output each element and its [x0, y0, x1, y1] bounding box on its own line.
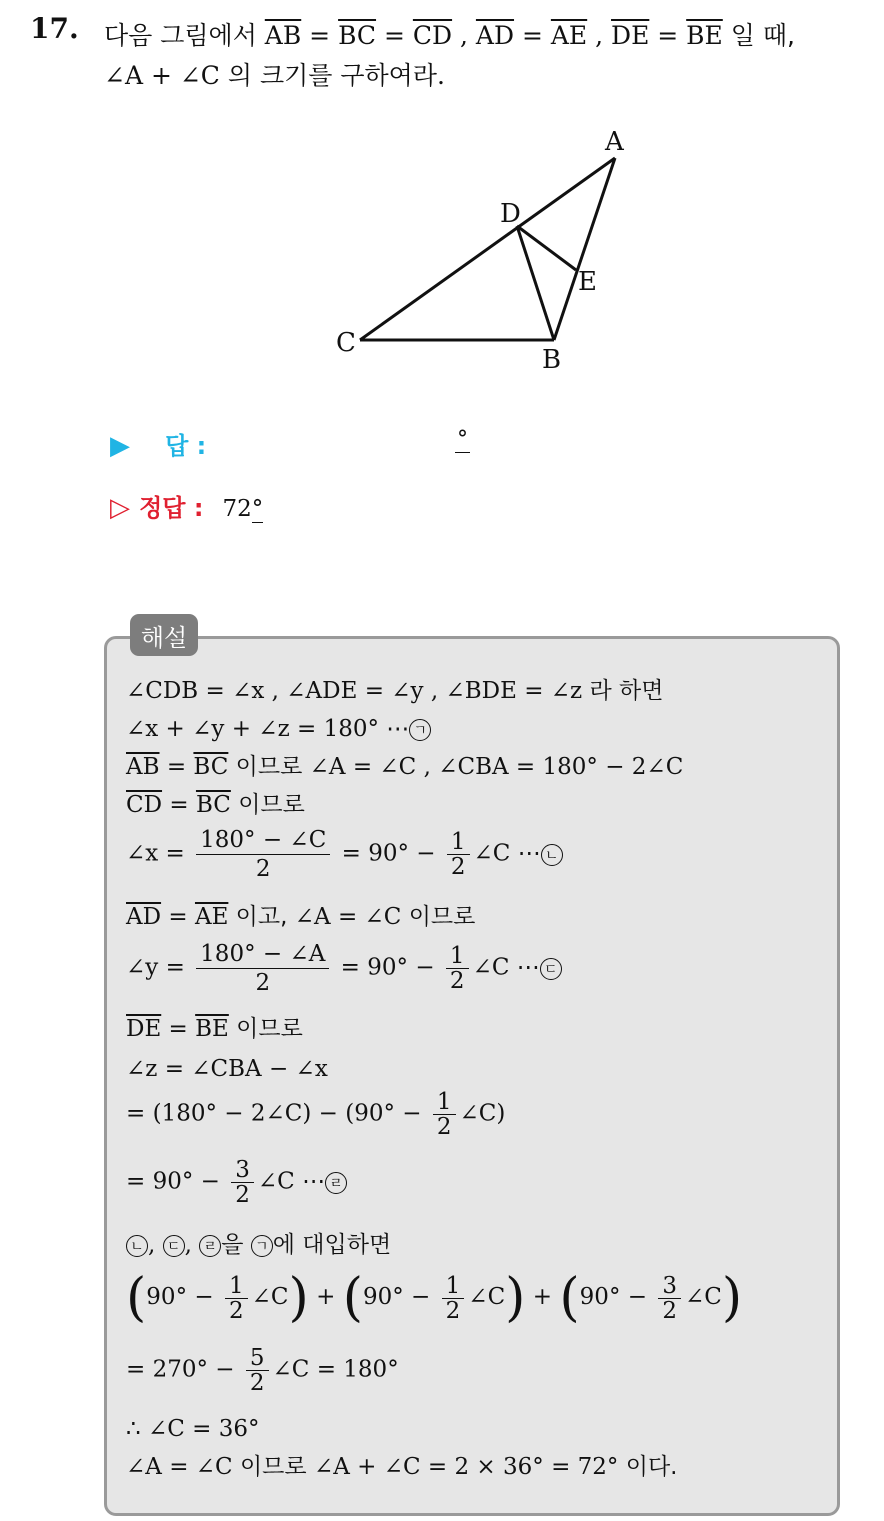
edge-db [517, 226, 554, 340]
outline-triangle-icon: ▷ [110, 493, 130, 523]
circled-mark: ㄴ [541, 844, 563, 866]
answer-blank[interactable]: ° [457, 427, 468, 452]
fraction: $\frac{3}{2}$ [658, 1274, 681, 1323]
sol-line-12: ㄴ , ㄷ , ㄹ 을 ㄱ 에 대입하면 [126, 1230, 391, 1260]
fraction: $\frac{180^\circ - \angle C}{2}$ [196, 826, 330, 883]
circled-mark: ㄹ [199, 1235, 221, 1257]
sol-line-11: = 90° − $\frac{3}{2}$ ∠C ⋯ ㄹ [126, 1158, 347, 1207]
fraction: $\frac{180^\circ - \angle A}{2}$ [196, 940, 329, 997]
segment-cd: $\overline{CD}$ [412, 21, 453, 50]
fraction: $\frac{1}{2}$ [442, 1274, 465, 1323]
sol-line-9: ∠z = ∠CBA − ∠x [126, 1056, 328, 1082]
fraction: $\frac{1}{2}$ [225, 1274, 248, 1323]
correct-answer-row [110, 488, 263, 523]
segment-ab: $\overline{AB}$ [264, 21, 302, 50]
sol-line-7: ∠y = $\frac{180^\circ - \angle A}{2}$ = 90° − $\frac{1}{2}$ ∠C ⋯ ㄷ [126, 940, 562, 997]
circled-mark: ㄱ [251, 1235, 273, 1257]
label-c: C [336, 328, 356, 358]
sol-line-13: (90° − $\frac{1}{2}$ ∠C) + (90° − $\frac{1}{2}$ ∠C) + (90° − $\frac{3}{2}$ ∠C) [126, 1268, 743, 1328]
circled-mark: ㄹ [325, 1172, 347, 1194]
label-b: B [542, 345, 562, 375]
sol-line-10: = (180° − 2∠C) − (90° − $\frac{1}{2}$ ∠C) [126, 1089, 506, 1140]
segment-bc: $\overline{BC}$ [338, 21, 377, 50]
sol-line-2: ∠x + ∠y + ∠z = 180° ⋯ ㄱ [126, 714, 431, 744]
sol-line-3: $\overline{AB} = \overline{BC}$ 이므로 ∠A = ∠C , ∠CBA = 180° − 2∠C [126, 754, 684, 780]
sol-line-8: $\overline{DE} = \overline{BE}$ 이므로 [126, 1016, 303, 1042]
segment-be: $\overline{BE}$ [686, 21, 723, 50]
correct-value: 72 [222, 496, 252, 522]
question-number: 17. [30, 12, 79, 45]
sol-line-4: $\overline{CD} = \overline{BC}$ 이므로 [126, 792, 305, 818]
label-d: D [500, 199, 521, 229]
fraction: $\frac{1}{2}$ [447, 830, 470, 879]
correct-label: 정답 : [139, 494, 204, 522]
fraction: $\frac{5}{2}$ [246, 1346, 269, 1395]
circled-mark: ㄴ [126, 1235, 148, 1257]
sol-line-1: ∠CDB = ∠x , ∠ADE = ∠y , ∠BDE = ∠z 라 하면 [126, 678, 664, 704]
sol-line-16: ∠A = ∠C 이므로 ∠A + ∠C = 2 × 36° = 72° 이다. [126, 1454, 678, 1480]
edge-ab [554, 158, 615, 340]
label-e: E [578, 267, 597, 297]
sol-line-15: ∴ ∠C = 36° [126, 1416, 260, 1442]
edge-de [517, 226, 576, 270]
question-line-2: ∠A + ∠C 의 크기를 구하여라. [104, 61, 445, 90]
question-line-1: 다음 그림에서 $\overline{AB} = \overline{BC} = \overline{CD}$ , $\overline{AD} = \overline{AE}$ , $\overline{DE} = \overline{BE}$ 일 때, [104, 21, 795, 50]
segment-de: $\overline{DE}$ [611, 21, 650, 50]
solution-badge: 해설 [130, 614, 198, 656]
play-triangle-icon: ▶ [110, 431, 130, 461]
triangle-figure [320, 120, 640, 380]
circled-mark: ㄷ [163, 1235, 185, 1257]
fraction: $\frac{3}{2}$ [231, 1158, 254, 1207]
sol-line-14: = 270° − $\frac{5}{2}$ ∠C = 180° [126, 1345, 399, 1396]
fraction: $\frac{1}{2}$ [446, 944, 469, 993]
correct-unit: ° [251, 496, 264, 522]
edge-ca [360, 158, 615, 340]
sol-line-5: ∠x = $\frac{180^\circ - \angle C}{2}$ = 90° − $\frac{1}{2}$ ∠C ⋯ ㄴ [126, 826, 563, 883]
segment-ae: $\overline{AE}$ [550, 21, 588, 50]
circled-mark: ㄱ [409, 719, 431, 741]
label-a: A [605, 127, 624, 157]
segment-ad: $\overline{AD}$ [475, 21, 515, 50]
sol-line-6: $\overline{AD} = \overline{AE}$ 이고, ∠A = ∠C 이므로 [126, 904, 476, 930]
answer-label: 답 : [165, 432, 207, 460]
answer-row [110, 426, 206, 461]
circled-mark: ㄷ [540, 958, 562, 980]
fraction: $\frac{1}{2}$ [433, 1090, 456, 1139]
